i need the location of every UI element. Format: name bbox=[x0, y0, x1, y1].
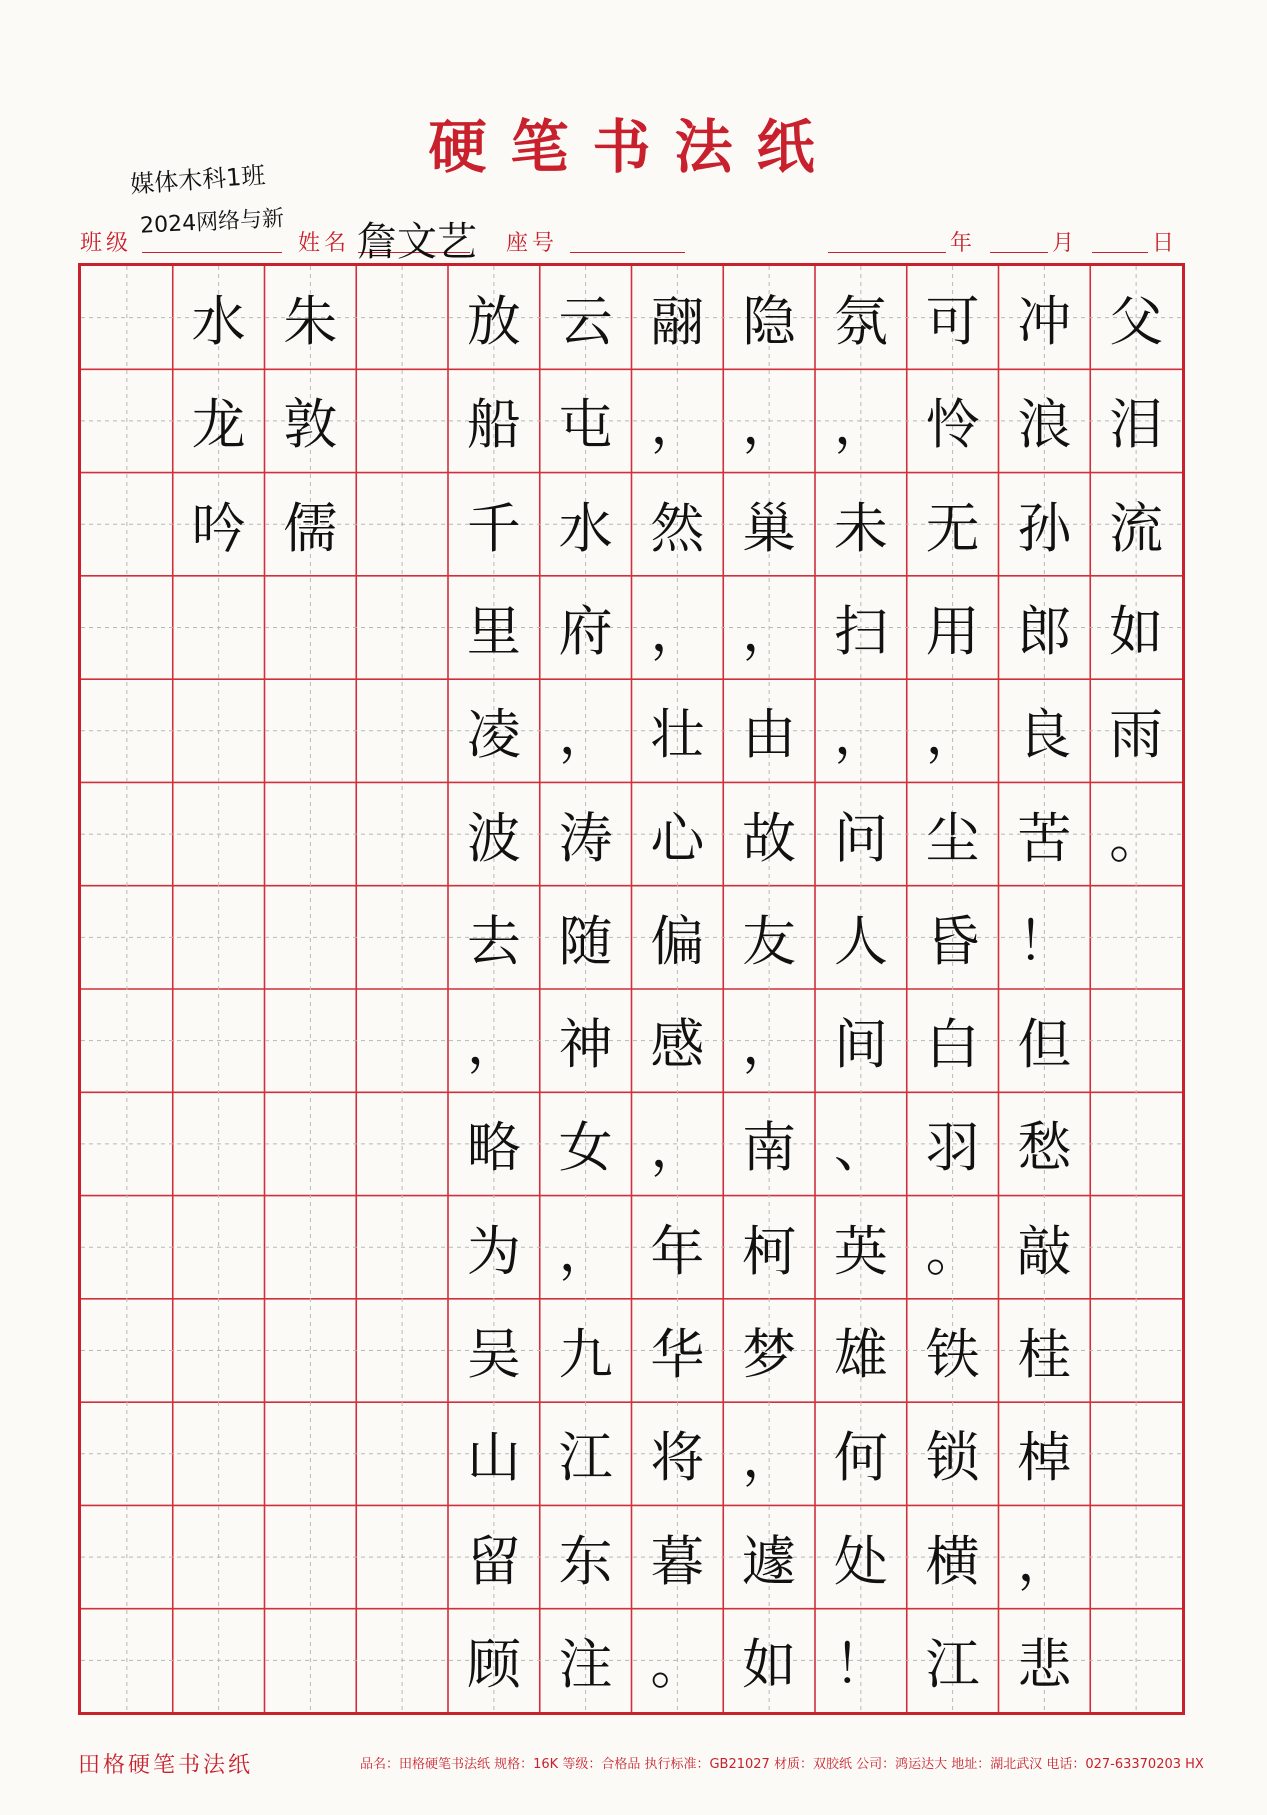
grid-character: 儒 bbox=[283, 496, 338, 560]
grid-character: 英 bbox=[833, 1219, 888, 1283]
grid-character: 愁 bbox=[1017, 1116, 1072, 1180]
grid-character: 东 bbox=[558, 1529, 613, 1593]
grid-character: 处 bbox=[833, 1529, 888, 1593]
footer-product-info: 品名：田格硬笔书法纸 规格：16K 等级：合格品 执行标准：GB21027 材质：双胶纸 公司：鸿运达大 地址：湖北武汉 电话：027-63370203 HX bbox=[360, 1757, 1204, 1772]
grid-character: 郎 bbox=[1017, 600, 1072, 663]
grid-character: 扫 bbox=[833, 600, 888, 663]
grid-character: 随 bbox=[558, 909, 613, 973]
grid-character: 良 bbox=[1017, 703, 1072, 767]
grid-character: 锁 bbox=[925, 1426, 980, 1490]
grid-character: 浪 bbox=[1017, 393, 1072, 457]
grid-character: 。 bbox=[650, 1632, 705, 1696]
grid-character: ， bbox=[650, 600, 705, 663]
grid-character: 将 bbox=[650, 1426, 705, 1490]
grid-character: 水 bbox=[558, 496, 613, 560]
seat-label: 座号 bbox=[506, 231, 559, 256]
grid-character: 放 bbox=[466, 290, 521, 354]
grid-character: 铁 bbox=[925, 1323, 980, 1386]
grid-character: ， bbox=[466, 1013, 521, 1077]
grid-character: ， bbox=[742, 393, 797, 457]
grid-character: 何 bbox=[833, 1426, 888, 1490]
grid-character: ， bbox=[833, 393, 888, 457]
grid-character: 如 bbox=[742, 1632, 797, 1696]
year-label: 年 bbox=[950, 231, 977, 256]
grid-character: ， bbox=[742, 600, 797, 663]
grid-character: 孙 bbox=[1017, 496, 1072, 560]
grid-character: 年 bbox=[650, 1219, 705, 1283]
grid-character: 流 bbox=[1109, 496, 1164, 560]
grid-character: 去 bbox=[466, 909, 521, 973]
grid-character: 昏 bbox=[925, 909, 980, 973]
grid-character: 江 bbox=[925, 1632, 980, 1696]
grid-character: 问 bbox=[833, 806, 888, 870]
grid-character: 氛 bbox=[833, 290, 888, 354]
class-underline bbox=[142, 252, 282, 253]
grid-character: 吴 bbox=[466, 1323, 521, 1386]
grid-character: 偏 bbox=[650, 909, 705, 973]
grid-character: 暮 bbox=[650, 1529, 705, 1593]
grid-character: 为 bbox=[466, 1219, 521, 1283]
grid-character: 敦 bbox=[283, 393, 338, 457]
grid-character: 如 bbox=[1109, 600, 1164, 663]
month-label: 月 bbox=[1052, 231, 1079, 256]
grid-character: 羽 bbox=[925, 1116, 980, 1180]
grid-character: 凌 bbox=[466, 703, 521, 767]
grid-character: 女 bbox=[558, 1116, 613, 1180]
grid-character: 雨 bbox=[1109, 703, 1164, 767]
grid-character: 龙 bbox=[191, 393, 246, 457]
grid-character: 横 bbox=[925, 1529, 980, 1593]
grid-character: ， bbox=[558, 1219, 613, 1283]
grid-character: ， bbox=[742, 1426, 797, 1490]
grid-character: 泪 bbox=[1109, 393, 1164, 457]
grid-character: 。 bbox=[925, 1219, 980, 1283]
grid-character: 苦 bbox=[1017, 806, 1072, 870]
name-label: 姓名 bbox=[298, 231, 351, 256]
grid-character: 。 bbox=[1109, 806, 1164, 870]
grid-character: 山 bbox=[466, 1426, 521, 1490]
grid-character: 涛 bbox=[558, 806, 613, 870]
grid-character: 略 bbox=[466, 1116, 521, 1180]
grid-character: 友 bbox=[742, 909, 797, 973]
class-label: 班级 bbox=[80, 231, 133, 256]
grid-character: 棹 bbox=[1017, 1426, 1072, 1490]
grid-character: 隐 bbox=[742, 290, 797, 354]
grid-character: ， bbox=[650, 1116, 705, 1180]
footer-product-name: 田格硬笔书法纸 bbox=[78, 1753, 254, 1778]
year-underline bbox=[828, 252, 946, 253]
grid-character: 吟 bbox=[191, 496, 246, 560]
grid-character: 船 bbox=[466, 393, 521, 457]
day-underline bbox=[1092, 252, 1148, 253]
grid-character: 可 bbox=[925, 290, 980, 354]
grid-character: ， bbox=[833, 703, 888, 767]
grid-character: 怜 bbox=[925, 393, 980, 457]
grid-character: 心 bbox=[650, 806, 705, 870]
grid-character: 感 bbox=[650, 1013, 705, 1077]
grid-character: 人 bbox=[833, 909, 888, 973]
grid-character: 千 bbox=[466, 496, 521, 560]
grid-character: 尘 bbox=[925, 806, 980, 870]
grid-character: 府 bbox=[558, 600, 613, 663]
grid-character: 水 bbox=[191, 290, 246, 354]
grid-character: 雄 bbox=[833, 1323, 888, 1386]
grid-character: 敲 bbox=[1017, 1219, 1072, 1283]
grid-character: 壮 bbox=[650, 703, 705, 767]
grid-character: 翮 bbox=[650, 290, 705, 354]
grid-character: 留 bbox=[466, 1529, 521, 1593]
grid-character: 朱 bbox=[283, 290, 338, 354]
grid-character: 九 bbox=[558, 1323, 613, 1386]
grid-character: 桂 bbox=[1017, 1323, 1072, 1386]
grid-character: ， bbox=[650, 393, 705, 457]
seat-underline bbox=[570, 252, 685, 253]
grid-character: 白 bbox=[925, 1013, 980, 1077]
grid-character: 冲 bbox=[1017, 290, 1072, 354]
grid-character: 故 bbox=[742, 806, 797, 870]
grid-character: 云 bbox=[558, 290, 613, 354]
grid-character: ！ bbox=[1017, 909, 1072, 973]
grid-character: 柯 bbox=[742, 1219, 797, 1283]
grid-character: 波 bbox=[466, 806, 521, 870]
grid-character: 顾 bbox=[466, 1632, 521, 1696]
grid-character: 由 bbox=[742, 703, 797, 767]
grid-character: 神 bbox=[558, 1013, 613, 1077]
grid-character: 江 bbox=[558, 1426, 613, 1490]
name-value: 詹文艺 bbox=[357, 219, 477, 265]
handwritten-class-line2: 2024网络与新 bbox=[139, 206, 285, 239]
grid-character: 屯 bbox=[558, 393, 613, 457]
grid-character: ！ bbox=[833, 1632, 888, 1696]
grid-character: ， bbox=[1017, 1529, 1072, 1593]
grid-character: 南 bbox=[742, 1116, 797, 1180]
grid-character: 注 bbox=[558, 1632, 613, 1696]
grid-character: 悲 bbox=[1017, 1632, 1072, 1696]
grid-character: 无 bbox=[925, 496, 980, 560]
grid-character: 、 bbox=[833, 1116, 888, 1180]
day-label: 日 bbox=[1152, 231, 1179, 256]
grid-character: 遽 bbox=[742, 1529, 797, 1593]
handwritten-class-line1: 媒体木科1班 bbox=[129, 161, 267, 199]
calligraphy-grid-sheet bbox=[78, 263, 1185, 1715]
grid-character: 华 bbox=[650, 1323, 705, 1386]
grid-character: ， bbox=[925, 703, 980, 767]
grid-character: 用 bbox=[925, 600, 980, 663]
grid-character: 里 bbox=[466, 600, 521, 663]
grid-character: 未 bbox=[833, 496, 888, 560]
grid-character: 梦 bbox=[742, 1323, 797, 1386]
grid-character: 但 bbox=[1017, 1013, 1072, 1077]
grid-character: ， bbox=[558, 703, 613, 767]
grid-character: 间 bbox=[833, 1013, 888, 1077]
grid-character: 巢 bbox=[742, 496, 797, 560]
grid-character: 父 bbox=[1109, 290, 1164, 354]
month-underline bbox=[990, 252, 1048, 253]
grid-character: ， bbox=[742, 1013, 797, 1077]
grid-character: 然 bbox=[650, 496, 705, 560]
page-title: 硬笔书法纸 bbox=[428, 113, 839, 181]
